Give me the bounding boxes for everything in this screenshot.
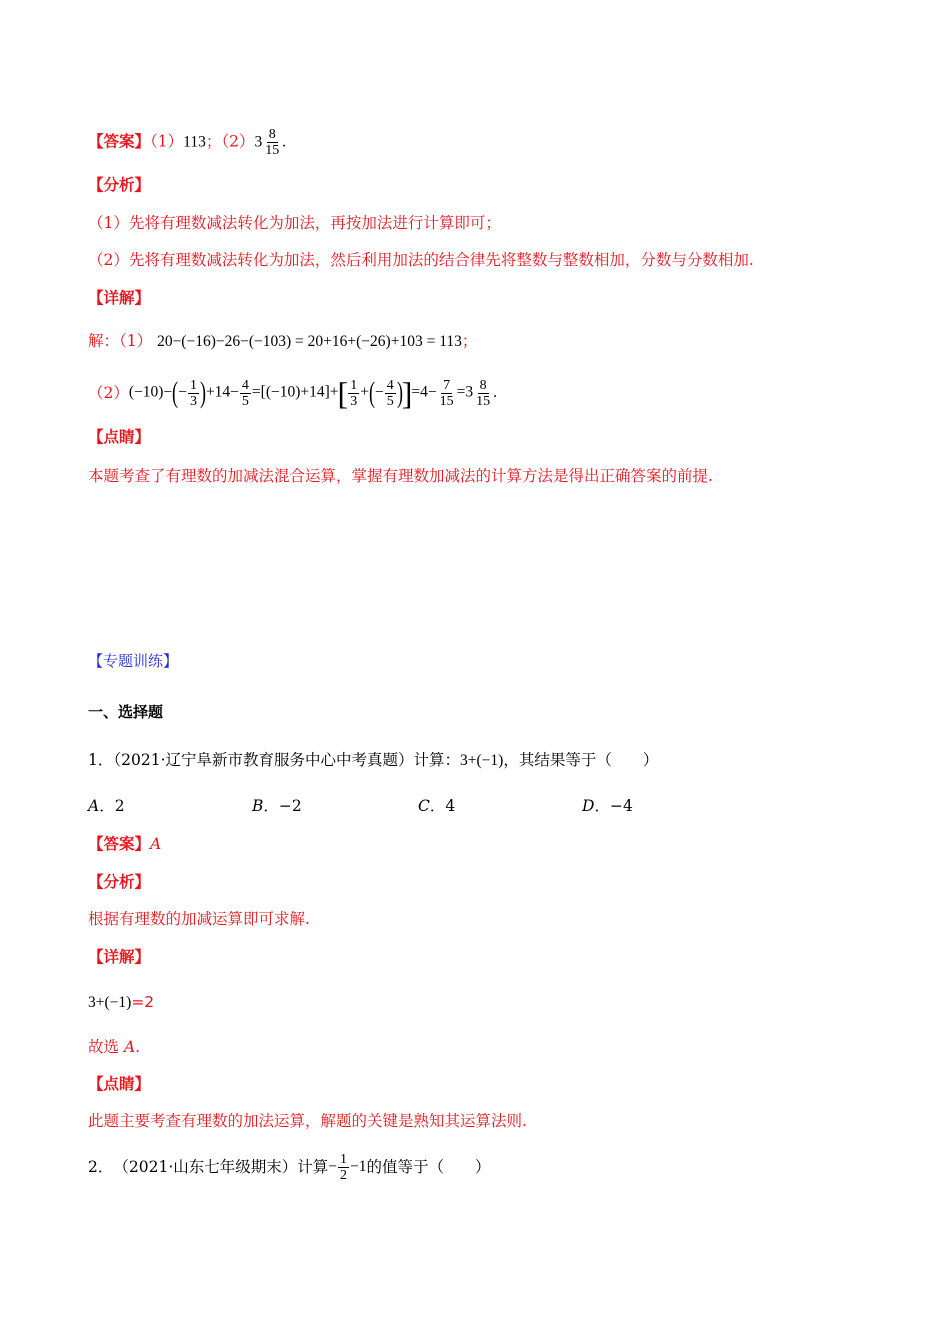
option-b: B．−2 bbox=[252, 797, 302, 815]
question-2: 2． （2021·山东七年级期末）计算 − $\frac{1}{2}$ −1 的值等于（ ） bbox=[88, 1151, 491, 1183]
detail-line-1: 解：（1） 20−(−16)−26−(−103) = 20+16+(−26)+103 = 113； bbox=[88, 332, 478, 350]
section-title: 【专题训练】 bbox=[88, 652, 179, 670]
answer-line: 【答案】（1）113；（2）3 $\frac{8}{15}$ . bbox=[88, 127, 287, 158]
detail-line-2: （2） (−10)−(− $\frac{1}{3}$ )+14− $\frac{4}{5}$ =[(−10)+14]+[ $\frac{1}{3}$ +(− $\frac{4}{5}$ )]=4− $\frac{7}{15}$ =3 $\frac{8}{15}$ . bbox=[88, 375, 497, 411]
detail-1-expression: 20−(−16)−26−(−103) = 20+16+(−26)+103 = 113 bbox=[157, 333, 462, 350]
analysis-item-1: （1）先将有理数减法转化为加法，再按加法进行计算即可； bbox=[88, 214, 501, 232]
detail-label: 【详解】 bbox=[88, 288, 151, 307]
q1-analysis: 根据有理数的加减运算即可求解. bbox=[88, 910, 310, 928]
q1-comment: 此题主要考查有理数的加法运算，解题的关键是熟知其运算法则. bbox=[88, 1112, 527, 1130]
part-title: 一、选择题 bbox=[88, 703, 164, 721]
q1-detail: 3+(−1)=2 bbox=[88, 993, 155, 1011]
q1-detail-label: 【详解】 bbox=[88, 947, 151, 966]
analysis-item-2: （2）先将有理数减法转化为加法，然后利用加法的结合律先将整数与整数相加，分数与分数相加. bbox=[88, 251, 754, 269]
comment-label: 【点睛】 bbox=[88, 427, 151, 446]
fraction: $\frac{8}{15}$ bbox=[265, 127, 280, 158]
q1-answer: 【答案】A bbox=[88, 834, 162, 853]
q1-comment-label: 【点睛】 bbox=[88, 1074, 151, 1093]
q1-analysis-label: 【分析】 bbox=[88, 872, 151, 891]
option-a: A．2 bbox=[88, 797, 125, 815]
option-c: C．4 bbox=[418, 797, 456, 815]
detail-2-expression: (−10)−(− $\frac{1}{3}$ )+14− $\frac{4}{5}$ =[(−10)+14]+[ $\frac{1}{3}$ +(− $\frac{4}{5}$ )]=4− $\frac{7}{15}$ =3 $\frac{8}{15}$ bbox=[128, 375, 491, 411]
q1-expression: 3+(−1) bbox=[460, 752, 504, 769]
answer-label: 【答案】 bbox=[88, 131, 151, 151]
option-d: D．−4 bbox=[582, 797, 633, 815]
analysis-label: 【分析】 bbox=[88, 175, 151, 194]
q1-choose: 故选 A. bbox=[88, 1038, 141, 1056]
comment-text: 本题考查了有理数的加减法混合运算，掌握有理数加减法的计算方法是得出正确答案的前提. bbox=[88, 467, 713, 485]
question-1: 1．（2021·辽宁阜新市教育服务中心中考真题）计算：3+(−1)，其结果等于（ ） bbox=[88, 751, 659, 769]
q2-expression: − $\frac{1}{2}$ −1 bbox=[328, 1151, 367, 1183]
